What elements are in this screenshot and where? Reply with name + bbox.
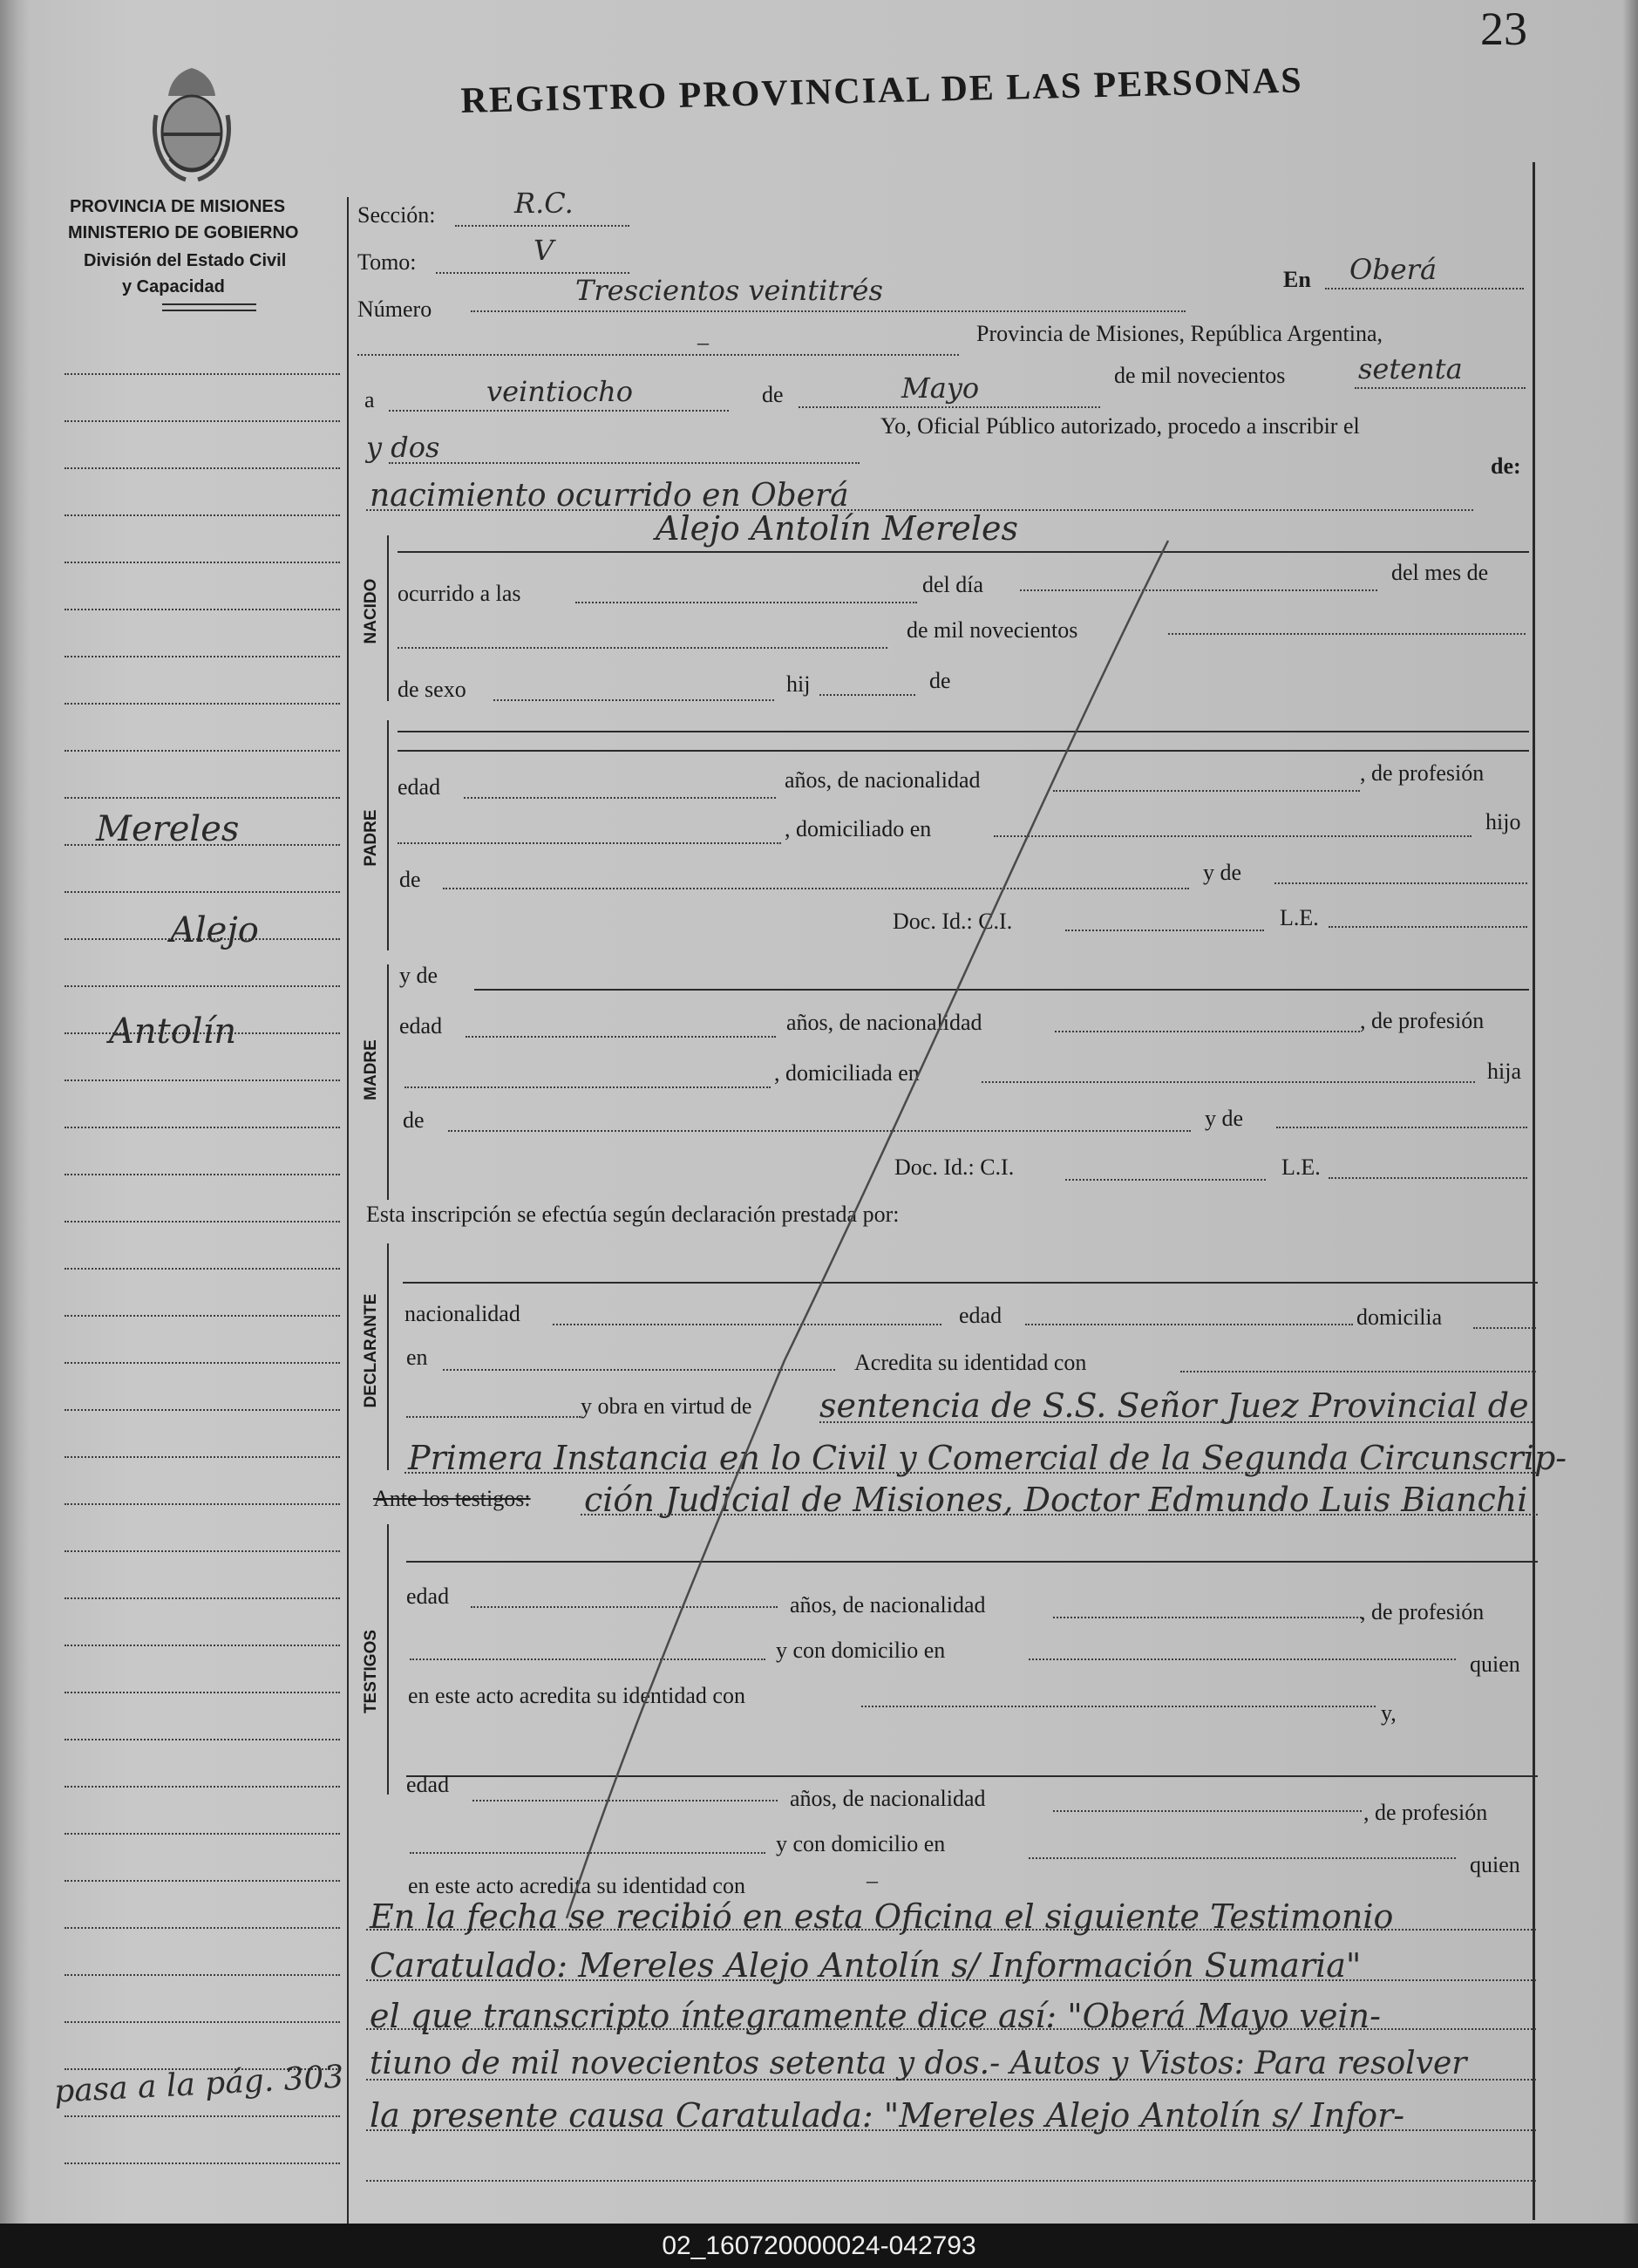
provincia-dash: –: [697, 330, 709, 355]
testigo1-prof-label: , de profesión: [1360, 1599, 1485, 1624]
margin-surname: Mereles: [96, 809, 240, 849]
testigo2-acredita-label: en este acto acredita su identidad con: [408, 1873, 745, 1898]
declarante-acredita-label: Acredita su identidad con: [854, 1350, 1087, 1375]
nacimiento-handwriting: nacimiento ocurrido en Oberá: [370, 478, 849, 514]
testigo2-prof-label: , de profesión: [1363, 1800, 1488, 1825]
nacido-de-label: de: [929, 668, 951, 693]
del-dia-label: del día: [922, 572, 984, 597]
declarante-edad-label: edad: [959, 1303, 1003, 1328]
nacido-name: Alejo Antolín Mereles: [656, 509, 1018, 548]
a-label: a: [364, 387, 375, 412]
testigo1-edad-label: edad: [406, 1584, 450, 1609]
de-mil-label: de mil novecientos: [907, 617, 1078, 643]
declarante-en-label: en: [406, 1345, 428, 1370]
agency-capacity: y Capacidad: [122, 277, 225, 296]
testigo1-acredita-label: en este acto acredita su identidad con: [408, 1683, 745, 1708]
madre-yde2-label: y de: [1205, 1106, 1244, 1131]
tomo-label: Tomo:: [357, 249, 417, 275]
provincia-text: Provincia de Misiones, República Argentina,: [976, 321, 1383, 346]
padre-doc-label: Doc. Id.: C.I.: [893, 909, 1013, 934]
madre-prof-label: , de profesión: [1360, 1008, 1485, 1033]
testigo1-quien-label: quien: [1470, 1652, 1520, 1677]
de-colon: de:: [1491, 453, 1521, 479]
annotation-line-2: Caratulado: Mereles Alejo Antolín s/ Información Sumaria": [370, 1946, 1362, 1985]
de-label: de: [762, 382, 784, 407]
agency-ministry: MINISTERIO DE GOBIERNO: [68, 223, 299, 242]
del-mes-label: del mes de: [1391, 560, 1489, 585]
seccion-value: R.C.: [514, 187, 574, 220]
numero-value: Trescientos veintitrés: [575, 274, 883, 307]
margin-name-2: Antolín: [109, 1011, 237, 1052]
margin-continuation: pasa a la pág. 303: [53, 2059, 345, 2110]
testigo2-quien-label: quien: [1470, 1852, 1520, 1877]
madre-dom-label: , domiciliada en: [774, 1060, 920, 1086]
padre-de-label: de: [399, 867, 421, 892]
ante-testigos-label: Ante los testigos:: [373, 1486, 531, 1511]
declarante-label: DECLARANTE: [362, 1293, 380, 1408]
declarante-hw-line3: ción Judicial de Misiones, Doctor Edmundo Luis Bianchi: [584, 1481, 1528, 1519]
annotation-line-4: tiuno de mil novecientos setenta y dos.- Autos y Vistos: Para resolver: [370, 2046, 1467, 2081]
oficial-text: Yo, Oficial Público autorizado, procedo a inscribir el: [880, 413, 1360, 439]
en-label: En: [1283, 267, 1311, 292]
day-value: veintiocho: [486, 375, 634, 408]
madre-label: MADRE: [362, 1039, 380, 1100]
madre-le-label: L.E.: [1281, 1154, 1321, 1180]
numero-label: Número: [357, 296, 432, 322]
page-number: 23: [1480, 3, 1527, 55]
en-value: Oberá: [1349, 253, 1437, 286]
padre-prof-label: , de profesión: [1360, 760, 1485, 786]
year-value-1: setenta: [1358, 352, 1463, 385]
madre-edad-label: edad: [399, 1013, 443, 1039]
declarante-dom-label: domicilia: [1356, 1304, 1443, 1330]
testigo2-dash: –: [867, 1868, 878, 1893]
tomo-value: V: [534, 234, 554, 267]
declarante-nac-label: nacionalidad: [404, 1301, 520, 1326]
agency-province: PROVINCIA DE MISIONES: [70, 197, 286, 216]
testigo1-dom-label: y con domicilio en: [776, 1638, 946, 1663]
seccion-label: Sección:: [357, 202, 436, 228]
testigo2-dom-label: y con domicilio en: [776, 1831, 946, 1856]
padre-hijo-label: hijo: [1485, 809, 1521, 834]
madre-doc-label: Doc. Id.: C.I.: [894, 1154, 1015, 1180]
madre-yde-label: y de: [399, 963, 438, 988]
madre-de-label: de: [403, 1107, 425, 1133]
year-value-2: y dos: [366, 431, 440, 464]
madre-hija-label: hija: [1487, 1059, 1521, 1084]
declarante-hw-line1: sentencia de S.S. Señor Juez Provincial de: [819, 1386, 1529, 1425]
testigo2-edad-label: edad: [406, 1772, 450, 1797]
month-value: Mayo: [901, 371, 980, 405]
margin-name-1: Alejo: [170, 910, 259, 950]
annotation-line-3: el que transcripto íntegramente dice así: "Oberá Mayo vein-: [370, 1997, 1381, 2035]
testigo1-nac-label: años, de nacionalidad: [790, 1592, 986, 1618]
testigos-label: TESTIGOS: [362, 1629, 380, 1714]
testigo1-y-label: y,: [1381, 1700, 1397, 1726]
declarante-hw-line2: Primera Instancia en lo Civil y Comercial de la Segunda Circunscrip-: [408, 1439, 1567, 1477]
year-label: de mil novecientos: [1114, 363, 1286, 388]
padre-nac-label: años, de nacionalidad: [785, 767, 981, 793]
madre-nac-label: años, de nacionalidad: [786, 1010, 982, 1035]
hij-label: hij: [786, 671, 811, 697]
annotation-line-1: En la fecha se recibió en esta Oficina el siguiente Testimonio: [370, 1897, 1394, 1936]
ocurrido-label: ocurrido a las: [398, 581, 521, 606]
padre-dom-label: , domiciliado en: [785, 816, 932, 841]
padre-yde-label: y de: [1203, 860, 1242, 885]
nacido-label: NACIDO: [362, 578, 380, 644]
padre-label: PADRE: [362, 809, 380, 867]
annotation-line-5: la presente causa Caratulada: "Mereles Alejo Antolín s/ Infor-: [370, 2096, 1405, 2135]
padre-le-label: L.E.: [1280, 905, 1319, 930]
sexo-label: de sexo: [398, 677, 466, 702]
declarante-obra-label: y obra en virtud de: [581, 1393, 752, 1419]
agency-division: División del Estado Civil: [84, 251, 287, 270]
footer-image-id: 02_160720000024-042793: [0, 2224, 1638, 2268]
page-title: REGISTRO PROVINCIAL DE LAS PERSONAS: [460, 60, 1304, 121]
testigo2-nac-label: años, de nacionalidad: [790, 1786, 986, 1811]
inscripcion-text: Esta inscripción se efectúa según declaración prestada por:: [366, 1202, 900, 1227]
padre-edad-label: edad: [398, 774, 441, 800]
